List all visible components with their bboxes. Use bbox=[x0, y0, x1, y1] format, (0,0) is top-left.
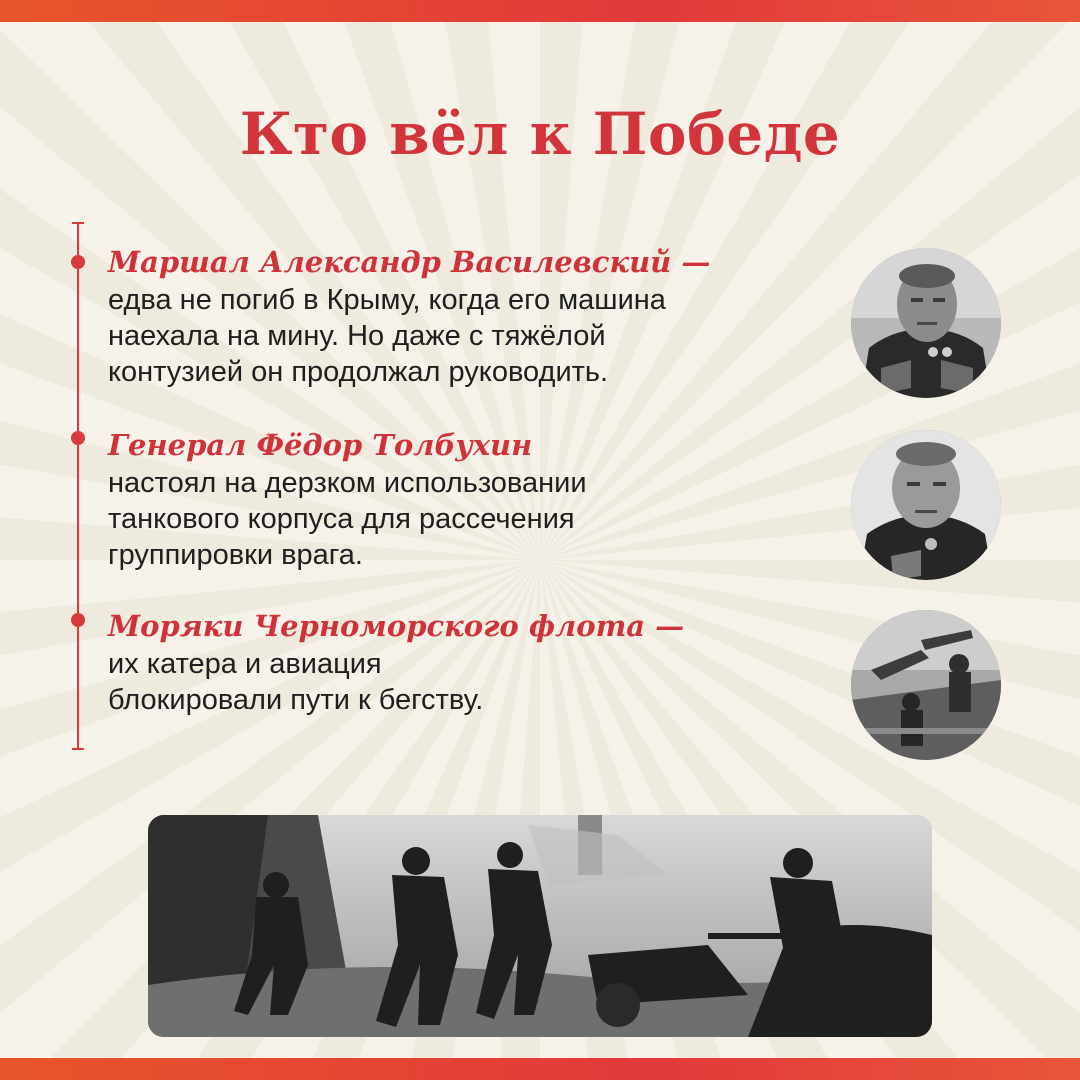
entry-text-line: контузией он продолжал руководить. bbox=[108, 356, 609, 388]
entry-heading: Моряки Черноморского флота — bbox=[108, 609, 685, 643]
entry-vasilevsky bbox=[108, 242, 828, 390]
entry-text-line: наехала на мину. Но даже с тяжёлой bbox=[108, 320, 606, 352]
entry-text bbox=[108, 282, 828, 390]
timeline-cap-top bbox=[72, 222, 84, 224]
portrait-tolbukhin bbox=[851, 430, 1001, 580]
timeline-dot bbox=[71, 613, 85, 627]
timeline-dot bbox=[71, 255, 85, 269]
photo-soldiers-battle bbox=[148, 815, 932, 1037]
entry-text-line: настоял на дерзком использовании bbox=[108, 467, 587, 499]
entry-heading: Генерал Фёдор Толбухин bbox=[108, 428, 533, 462]
timeline-dot bbox=[71, 431, 85, 445]
timeline-cap-bottom bbox=[72, 748, 84, 750]
entry-tolbukhin bbox=[108, 425, 828, 573]
entry-text-line: группировки врага. bbox=[108, 539, 363, 571]
entry-text-line: блокировали пути к бегству. bbox=[108, 684, 484, 716]
entry-text bbox=[108, 465, 828, 573]
timeline-line bbox=[77, 222, 79, 750]
bottom-accent-bar bbox=[0, 1058, 1080, 1080]
entry-text-line: едва не погиб в Крыму, когда его машина bbox=[108, 284, 666, 316]
entry-text-line: их катера и авиация bbox=[108, 648, 382, 680]
photo-sailors-boat bbox=[851, 610, 1001, 760]
entry-text bbox=[108, 646, 828, 718]
portrait-vasilevsky bbox=[851, 248, 1001, 398]
page-title: Кто вёл к Победе bbox=[239, 100, 841, 168]
top-accent-bar bbox=[0, 0, 1080, 22]
entry-heading: Маршал Александр Василевский — bbox=[108, 245, 711, 279]
timeline bbox=[72, 222, 84, 750]
entry-text-line: танкового корпуса для рассечения bbox=[108, 503, 575, 535]
entry-black-sea-fleet bbox=[108, 606, 828, 718]
